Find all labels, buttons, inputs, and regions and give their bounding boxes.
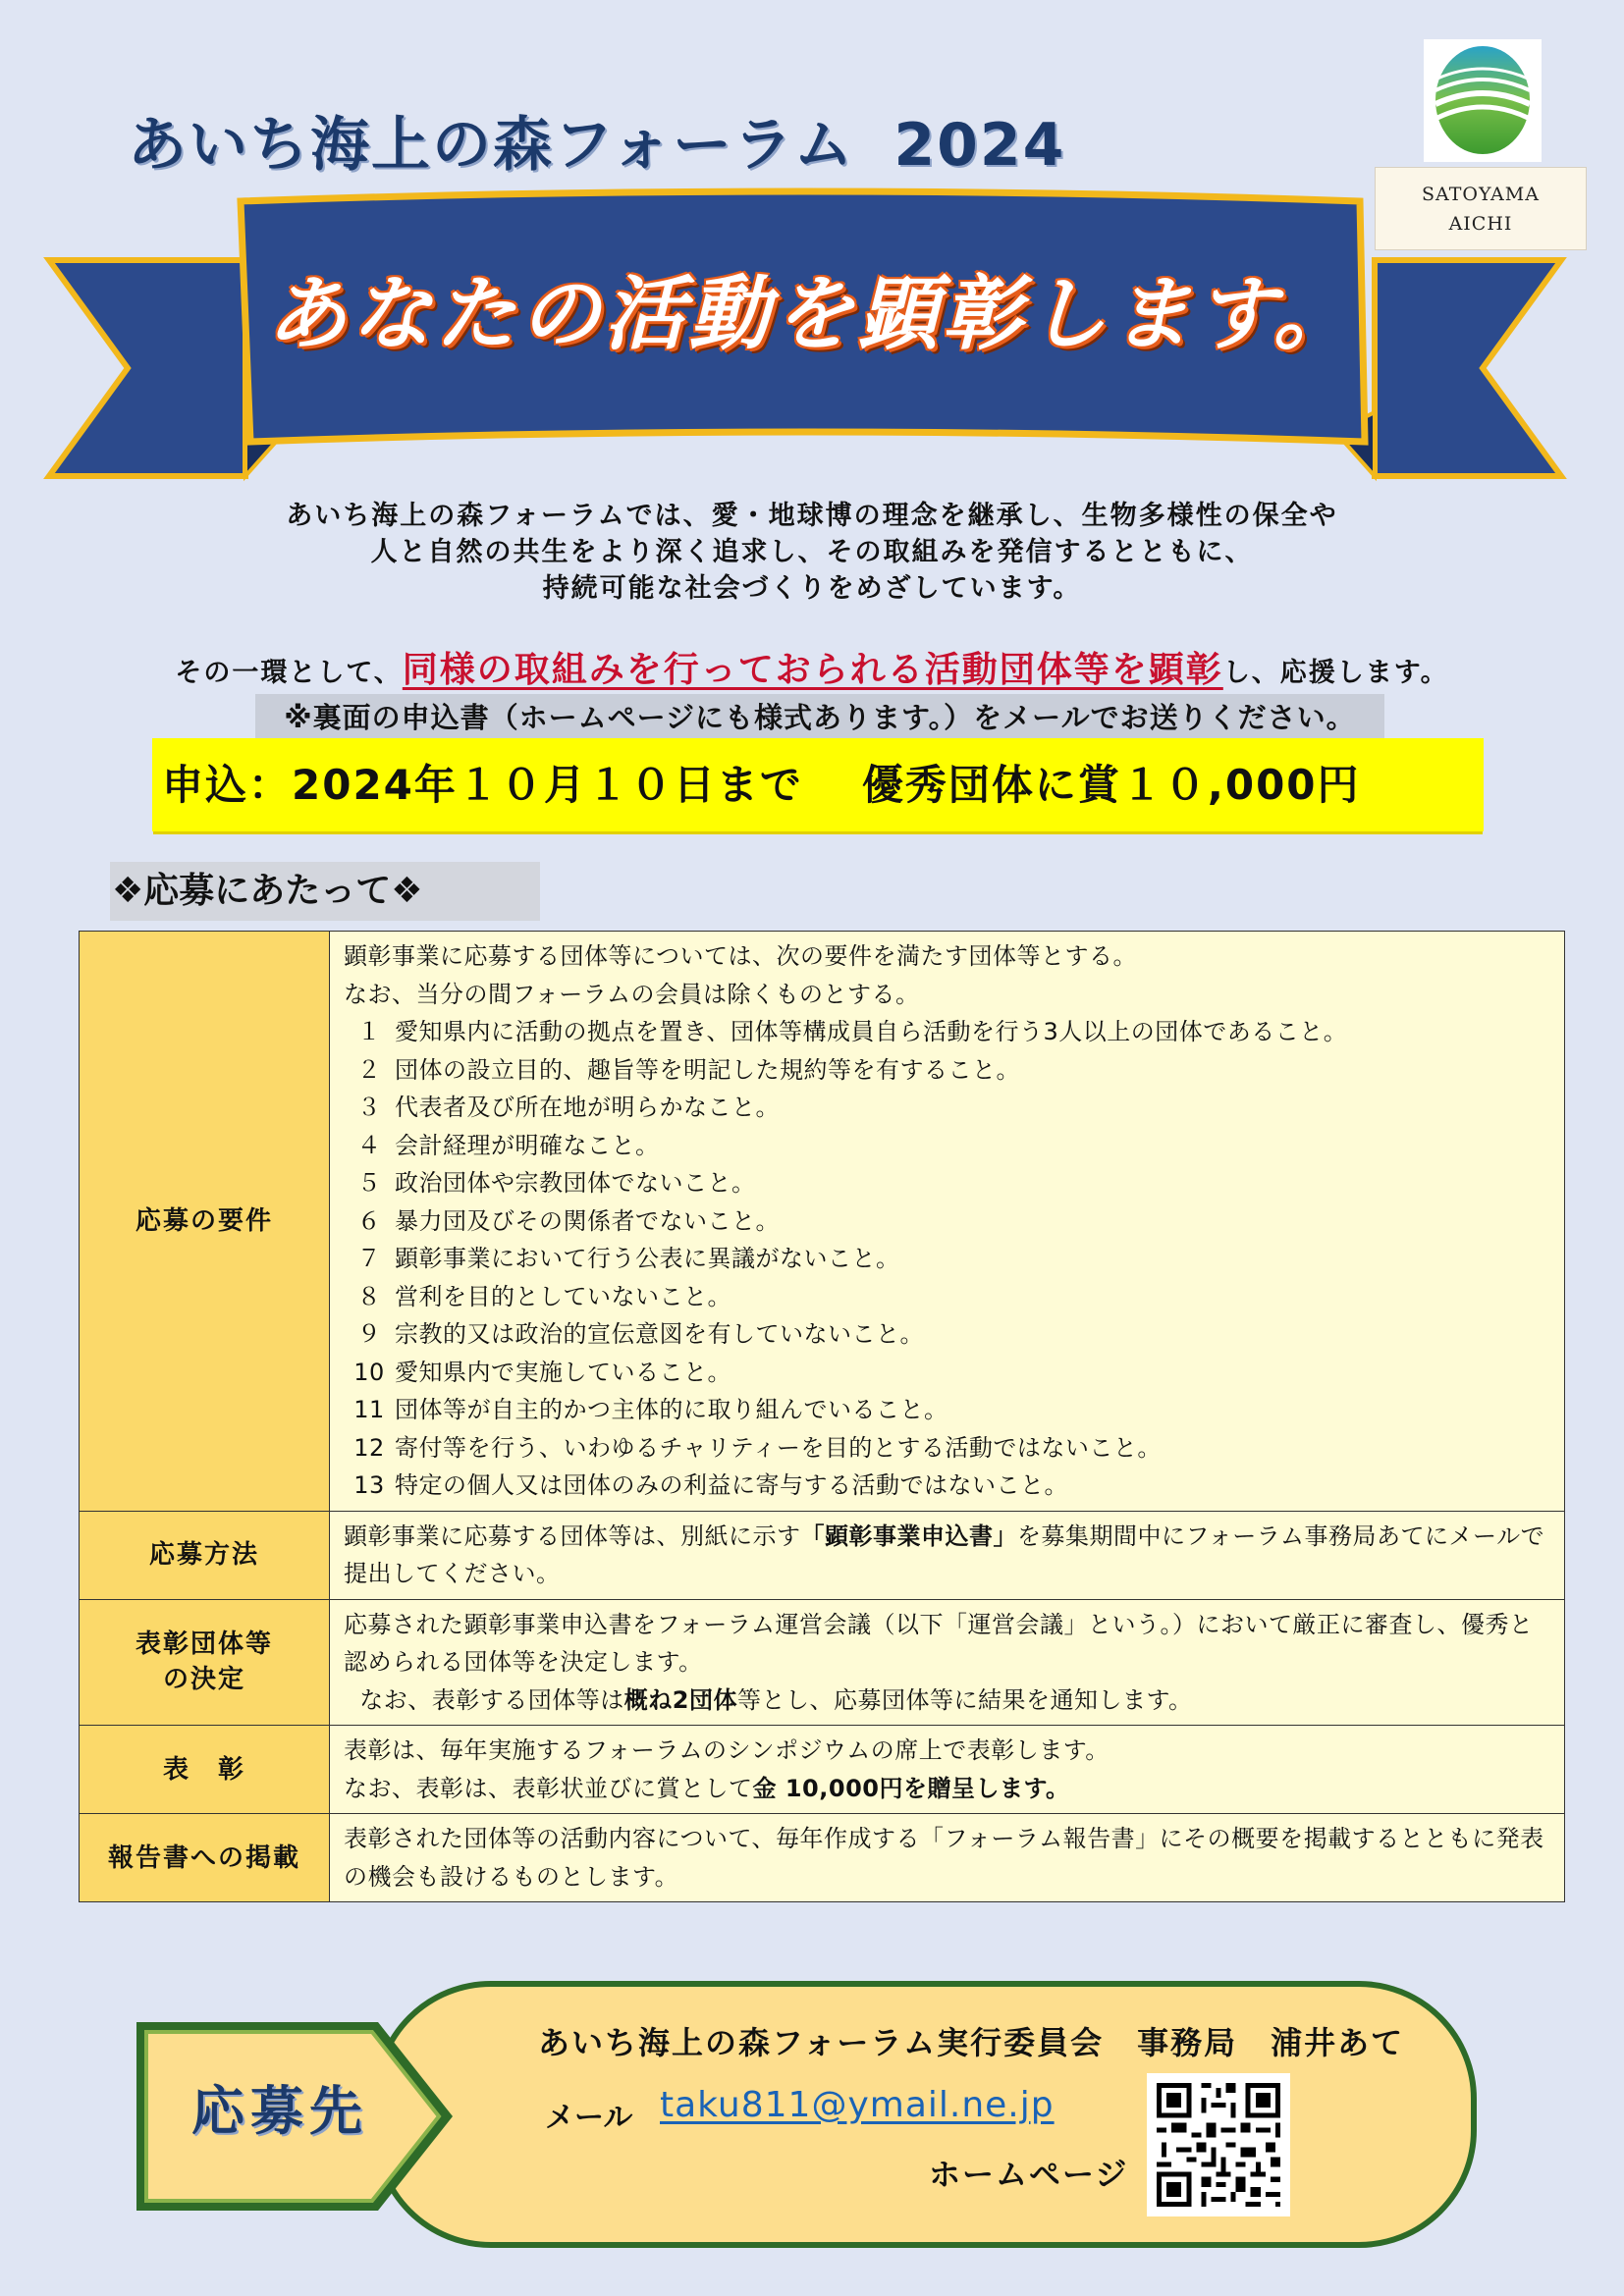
requirements-intro-2: なお、当分の間フォーラムの会員は除くものとする。: [344, 980, 920, 1008]
label-report: 報告書への掲載: [80, 1814, 330, 1902]
label-requirements: 応募の要件: [80, 932, 330, 1512]
logo-line-2: AICHI: [1448, 213, 1513, 235]
application-form-name: 「顕彰事業申込書」: [800, 1522, 1017, 1550]
call-suffix: し、応援します。: [1222, 658, 1449, 688]
award-line-2: なお、表彰は、表彰状並びに賞として金 10,000円を贈呈します。: [344, 1774, 1070, 1802]
event-title: [128, 98, 1065, 183]
qr-code-icon[interactable]: [1147, 2073, 1290, 2216]
requirement-item: ２ 団体の設立目的、趣旨等を明記した規約等を有すること。: [356, 1055, 1020, 1084]
requirement-item: ５ 政治団体や宗教団体でないこと。: [356, 1169, 756, 1197]
deadline-apply: 申込：2024年１０月１０日まで: [162, 761, 803, 809]
content-method: 顕彰事業に応募する団体等は、別紙に示す「顕彰事業申込書」を募集期間中にフォーラム事務局あてにメールで提出してください。: [330, 1511, 1565, 1599]
award-line-1: 表彰は、毎年実施するフォーラムのシンポジウムの席上で表彰します。: [344, 1736, 1110, 1764]
table-row-report: [80, 1814, 1565, 1902]
event-name: あいち海上の森フォーラム: [128, 111, 855, 180]
table-row-decision: [80, 1599, 1565, 1726]
requirement-item: 13 特定の個人又は団体のみの利益に寄与する活動ではないこと。: [353, 1471, 1068, 1499]
requirement-item: １ 愛知県内に活動の拠点を置き、団体等構成員自ら活動を行う3人以上の団体であること。: [356, 1018, 1348, 1045]
table-row-method: [80, 1511, 1565, 1599]
content-decision: [330, 1599, 1565, 1726]
section-heading: ❖応募にあたって❖: [110, 862, 540, 921]
contact-organization: あいち海上の森フォーラム実行委員会 事務局 浦井あて: [538, 2024, 1405, 2061]
decision-line-2: なお、表彰する団体等は概ね2団体等とし、応募団体等に結果を通知します。: [359, 1685, 1193, 1714]
requirement-item: ４ 会計経理が明確なこと。: [356, 1131, 660, 1159]
content-award: [330, 1726, 1565, 1814]
call-prefix: その一環として、: [175, 658, 403, 688]
contact-email-link[interactable]: taku811@ymail.ne.jp: [660, 2085, 1055, 2125]
logo-line-1: SATOYAMA: [1422, 184, 1540, 205]
table-row-requirements: [80, 932, 1565, 1512]
deadline-prize: 優秀団体に賞１０,000円: [861, 761, 1361, 809]
event-year: 2024: [893, 111, 1066, 180]
contact-mail-label: メール: [545, 2101, 633, 2135]
label-decision: 表彰団体等 の決定: [80, 1599, 330, 1726]
requirement-item: 10 愛知県内で実施していること。: [353, 1358, 731, 1386]
requirement-item: ３ 代表者及び所在地が明らかなこと。: [356, 1094, 780, 1121]
call-highlight: 同様の取組みを行っておられる活動団体等を顕彰: [402, 650, 1223, 690]
label-award: 表 彰: [80, 1726, 330, 1814]
requirement-item: 12 寄付等を行う、いわゆるチャリティーを目的とする活動ではないこと。: [353, 1433, 1162, 1462]
intro-line-2: 人と自然の共生をより深く追求し、その取組みを発信するとともに、: [370, 537, 1254, 567]
application-note: ※裏面の申込書（ホームページにも様式あります。）をメールでお送りください。: [255, 694, 1384, 741]
deadline-bar: [152, 738, 1484, 831]
table-row-award: [80, 1726, 1565, 1814]
requirement-item: ８ 営利を目的としていないこと。: [356, 1282, 731, 1310]
intro-line-3: 持続可能な社会づくりをめざしています。: [542, 573, 1082, 604]
intro-line-1: あいち海上の森フォーラムでは、愛・地球博の理念を継承し、生物多様性の保全や: [286, 501, 1338, 531]
decision-line-1: 応募された顕彰事業申込書をフォーラム運営会議（以下「運営会議」という。）において厳正に審査し、優秀と認められる団体等を決定します。: [344, 1610, 1534, 1676]
label-method: 応募方法: [80, 1511, 330, 1599]
requirement-item: ７ 顕彰事業において行う公表に異議がないこと。: [356, 1245, 900, 1272]
contact-homepage-label: ホームページ: [929, 2156, 1129, 2193]
requirement-item: 11 団体等が自主的かつ主体的に取り組んでいること。: [353, 1396, 948, 1423]
requirements-table: [79, 931, 1565, 1902]
banner-headline: あなたの活動を顕彰します。: [266, 268, 1358, 361]
requirements-intro-1: 顕彰事業に応募する団体等については、次の要件を満たす団体等とする。: [344, 942, 1138, 970]
content-report: 表彰された団体等の活動内容について、毎年作成する「フォーラム報告書」にその概要を掲載するとともに発表の機会も設けるものとします。: [330, 1814, 1565, 1902]
content-requirements: [330, 932, 1565, 1512]
contact-tag-label: 応募先: [191, 2080, 368, 2142]
satoyama-logo-icon: [1424, 39, 1542, 162]
requirement-item: ６ 暴力団及びその関係者でないこと。: [356, 1206, 780, 1235]
call-line: [0, 642, 1624, 692]
requirement-item: ９ 宗教的又は政治的宣伝意図を有していないこと。: [356, 1320, 924, 1348]
